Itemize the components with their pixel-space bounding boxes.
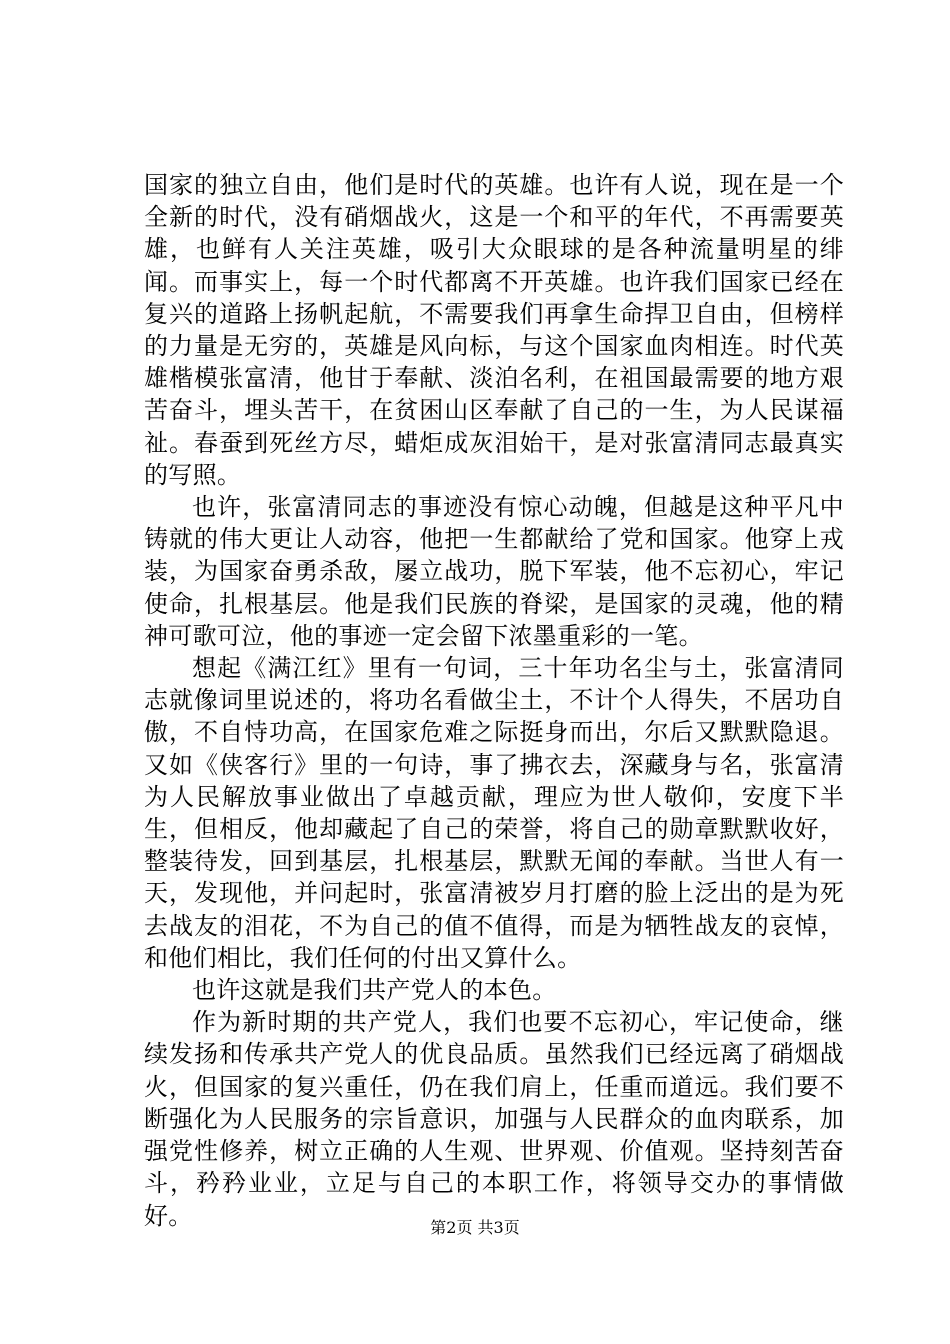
document-body [144,169,844,1232]
paragraph-1: 国家的独立自由，他们是时代的英雄。也许有人说，现在是一个全新的时代，没有硝烟战火，这是一个和平的年代，不再需要英雄，也鲜有人关注英雄，吸引大众眼球的是各种流量明星的绯闻。而事实上，每一个时代都离不开英雄。也许我们国家已经在复兴的道路上扬帆起航，不需要我们再拿生命捍卫自由，但榜样的力量是无穷的，英雄是风向标，与这个国家血肉相连。时代英雄楷模张富清，他甘于奉献、淡泊名利，在祖国最需要的地方艰苦奋斗，埋头苦干，在贫困山区奉献了自己的一生，为人民谋福祉。春蚕到死丝方尽，蜡炬成灰泪始干，是对张富清同志最真实的写照。 [144,171,844,489]
page-footer: 第2页 共3页 [430,1218,520,1237]
paragraph-2: 也许，张富清同志的事迹没有惊心动魄，但越是这种平凡中铸就的伟大更让人动容，他把一生都献给了党和国家。他穿上戎装，为国家奋勇杀敌，屡立战功，脱下军装，他不忘初心，牢记使命，扎根基层。他是我们民族的脊梁，是国家的灵魂，他的精神可歌可泣，他的事迹一定会留下浓墨重彩的一笔。 [144,493,844,650]
paragraph-5: 作为新时期的共产党人，我们也要不忘初心，牢记使命，继续发扬和传承共产党人的优良品质。虽然我们已经远离了硝烟战火，但国家的复兴重任，仍在我们肩上，任重而道远。我们要不断强化为人民服务的宗旨意识，加强与人民群众的血肉联系，加强党性修养，树立正确的人生观、世界观、价值观。坚持刻苦奋斗，矜矜业业，立足与自己的本职工作，将领导交办的事情做好。 [144,1008,844,1230]
paragraph-3: 想起《满江红》里有一句词，三十年功名尘与土，张富清同志就像词里说述的，将功名看做尘土，不计个人得失，不居功自傲，不自恃功高，在国家危难之际挺身而出，尔后又默默隐退。又如《侠客行》里的一句诗，事了拂衣去，深藏身与名，张富清为人民解放事业做出了卓越贡献，理应为世人敬仰，安度下半生，但相反，他却藏起了自己的荣誉，将自己的勋章默默收好，整装待发，回到基层，扎根基层，默默无闻的奉献。当世人有一天，发现他，并问起时，张富清被岁月打磨的脸上泛出的是为死去战友的泪花，不为自己的值不值得，而是为牺牲战友的哀悼，和他们相比，我们任何的付出又算什么。 [144,654,844,972]
paragraph-4: 也许这就是我们共产党人的本色。 [192,976,557,1005]
